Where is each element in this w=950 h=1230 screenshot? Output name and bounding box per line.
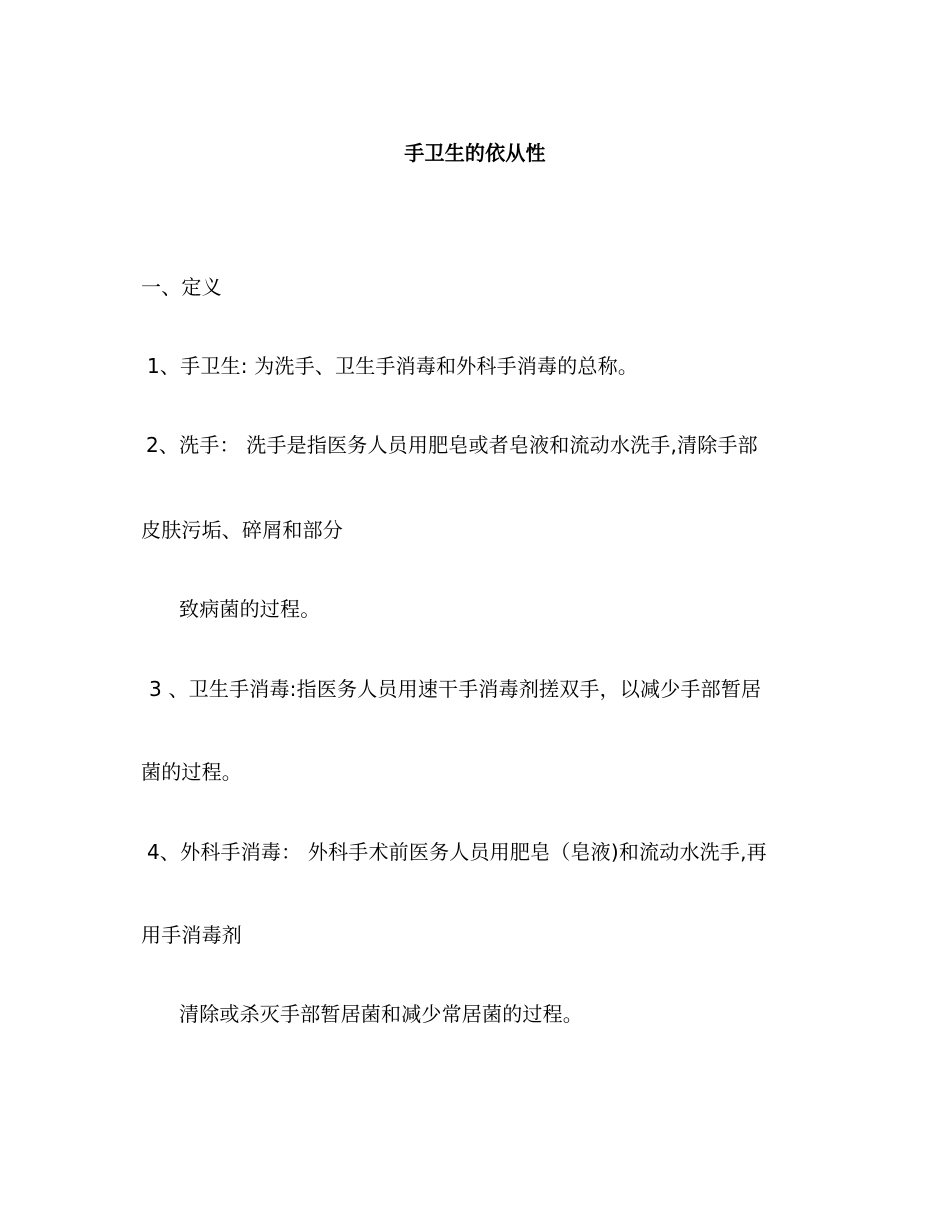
definition-line-4-cont-2: 清除或杀灭手部暂居菌和减少常居菌的过程。 — [179, 1002, 583, 1026]
section-heading: 一、定义 — [141, 275, 222, 299]
definition-line-2-cont: 皮肤污垢、碎屑和部分 — [141, 518, 343, 542]
definition-line-1: 1、手卫生: 为洗手、卫生手消毒和外科手消毒的总称。 — [147, 354, 639, 378]
definition-line-4-cont: 用手消毒剂 — [141, 923, 242, 947]
definition-line-2-cont-2: 致病菌的过程。 — [179, 597, 321, 621]
definition-line-3: 3 、卫生手消毒:指医务人员用速干手消毒剂搓双手，以减少手部暂居 — [149, 677, 762, 701]
definition-line-2: 2、洗手： 洗手是指医务人员用肥皂或者皂液和流动水洗手,清除手部 — [146, 433, 758, 457]
document-title: 手卫生的依从性 — [404, 141, 546, 165]
definition-line-3-cont: 菌的过程。 — [141, 760, 242, 784]
definition-line-4: 4、外科手消毒： 外科手术前医务人员用肥皂（皂液)和流动水洗手,再 — [147, 840, 767, 864]
